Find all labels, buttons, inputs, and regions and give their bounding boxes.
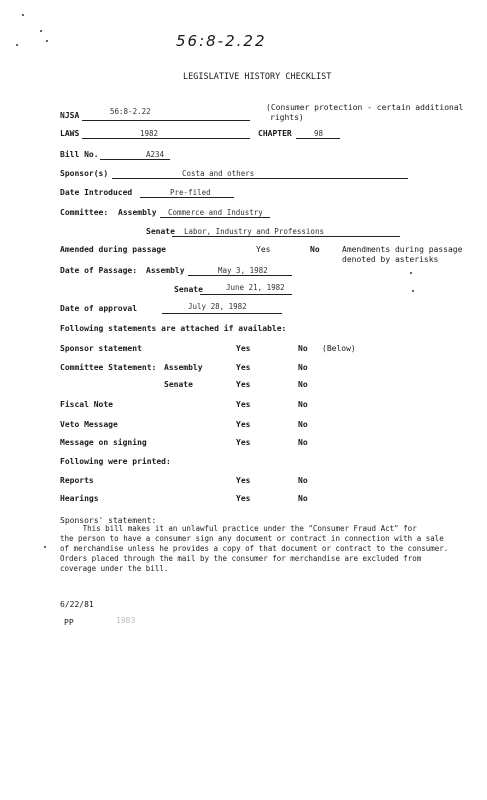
committee-assembly-label: Assembly — [118, 208, 157, 217]
passage-senate-underline — [200, 294, 292, 295]
passage-senate-value: June 21, 1982 — [226, 283, 285, 292]
committee-statement-label: Committee Statement: — [60, 363, 157, 372]
committee-label: Committee: — [60, 208, 109, 217]
sponsors-statement-line-4: Orders placed through the mail by the consumer for merchandise are excluded from — [60, 554, 422, 563]
footer-initials: PP — [64, 618, 74, 627]
sponsor-label: Sponsor(s) — [60, 169, 109, 178]
sponsor-underline — [112, 178, 408, 179]
hearings-yes: Yes — [236, 494, 251, 503]
committee-senate-label: Senate — [146, 227, 175, 236]
committee-statement-senate-yes: Yes — [236, 380, 251, 389]
njsa-value: 56:8-2.22 — [110, 107, 151, 116]
approval-underline — [162, 313, 282, 314]
scan-speck — [40, 30, 42, 32]
laws-value: 1982 — [140, 129, 159, 138]
fiscal-note-yes: Yes — [236, 400, 251, 409]
passage-label: Date of Passage: — [60, 266, 138, 275]
sponsors-statement-line-2: the person to have a consumer sign any document or contract in connection with a sale — [60, 534, 444, 543]
passage-senate-label: Senate — [174, 285, 203, 294]
chapter-underline — [296, 138, 340, 139]
sponsors-statement-line-1: This bill makes it an unlawful practice under the "Consumer Fraud Act" for — [60, 524, 417, 533]
chapter-label: CHAPTER — [258, 129, 292, 138]
footer-smudge: 1983 — [116, 616, 136, 625]
committee-assembly-underline — [160, 217, 270, 218]
date-introduced-value: Pre-filed — [170, 188, 211, 197]
printed-heading: Following were printed: — [60, 457, 171, 466]
scan-speck — [22, 14, 24, 16]
committee-senate-value: Labor, Industry and Professions — [184, 227, 324, 236]
hearings-no: No — [298, 494, 308, 503]
footer-date: 6/22/81 — [60, 600, 94, 609]
sponsor-statement-label: Sponsor statement — [60, 344, 142, 353]
bill-label: Bill No. — [60, 150, 99, 159]
page-title: LEGISLATIVE HISTORY CHECKLIST — [183, 72, 332, 82]
njsa-note-line1: (Consumer protection - certain additional — [266, 103, 464, 112]
sponsor-statement-yes: Yes — [236, 344, 251, 353]
committee-senate-underline — [172, 236, 400, 237]
attached-heading: Following statements are attached if available: — [60, 324, 287, 333]
amended-label: Amended during passage — [60, 245, 166, 254]
approval-value: July 28, 1982 — [188, 302, 247, 311]
committee-statement-senate-label: Senate — [164, 380, 193, 389]
reports-no: No — [298, 476, 308, 485]
scan-speck — [46, 40, 48, 42]
laws-underline — [82, 138, 250, 139]
committee-assembly-value: Commerce and Industry — [168, 208, 263, 217]
amended-yes: Yes — [256, 245, 271, 254]
handwritten-statute-number: 56:8-2.22 — [176, 32, 267, 50]
scan-speck — [412, 290, 414, 292]
amended-note-line1: Amendments during passage — [342, 245, 463, 254]
fiscal-note-label: Fiscal Note — [60, 400, 113, 409]
scan-speck — [16, 44, 18, 46]
veto-message-no: No — [298, 420, 308, 429]
njsa-label: NJSA — [60, 111, 80, 120]
bill-value: A234 — [146, 150, 165, 159]
passage-assembly-underline — [188, 275, 292, 276]
message-on-signing-yes: Yes — [236, 438, 251, 447]
veto-message-label: Veto Message — [60, 420, 118, 429]
passage-assembly-value: May 3, 1982 — [218, 266, 268, 275]
bill-underline — [100, 159, 170, 160]
committee-statement-assembly-no: No — [298, 363, 308, 372]
sponsor-statement-no: No — [298, 344, 308, 353]
sponsor-statement-note: (Below) — [322, 344, 356, 353]
date-introduced-label: Date Introduced — [60, 188, 133, 197]
sponsors-statement-line-3: of merchandise unless he provides a copy of that document or contract to the consumer. — [60, 544, 449, 553]
njsa-note-line2: rights) — [270, 113, 304, 122]
message-on-signing-label: Message on signing — [60, 438, 147, 447]
reports-label: Reports — [60, 476, 94, 485]
committee-statement-assembly-yes: Yes — [236, 363, 251, 372]
chapter-value: 98 — [314, 129, 324, 138]
amended-no: No — [310, 245, 320, 254]
scan-speck — [410, 272, 412, 274]
message-on-signing-no: No — [298, 438, 308, 447]
committee-statement-assembly-label: Assembly — [164, 363, 203, 372]
sponsors-statement-heading: Sponsors' statement: — [60, 516, 157, 525]
njsa-underline — [82, 120, 250, 121]
scan-speck — [44, 546, 46, 548]
passage-assembly-label: Assembly — [146, 266, 185, 275]
laws-label: LAWS — [60, 129, 80, 138]
hearings-label: Hearings — [60, 494, 99, 503]
reports-yes: Yes — [236, 476, 251, 485]
approval-label: Date of approval — [60, 304, 138, 313]
committee-statement-senate-no: No — [298, 380, 308, 389]
veto-message-yes: Yes — [236, 420, 251, 429]
sponsor-value: Costa and others — [182, 169, 255, 178]
fiscal-note-no: No — [298, 400, 308, 409]
amended-note-line2: denoted by asterisks — [342, 255, 439, 264]
date-introduced-underline — [140, 197, 234, 198]
sponsors-statement-line-5: coverage under the bill. — [60, 564, 169, 573]
